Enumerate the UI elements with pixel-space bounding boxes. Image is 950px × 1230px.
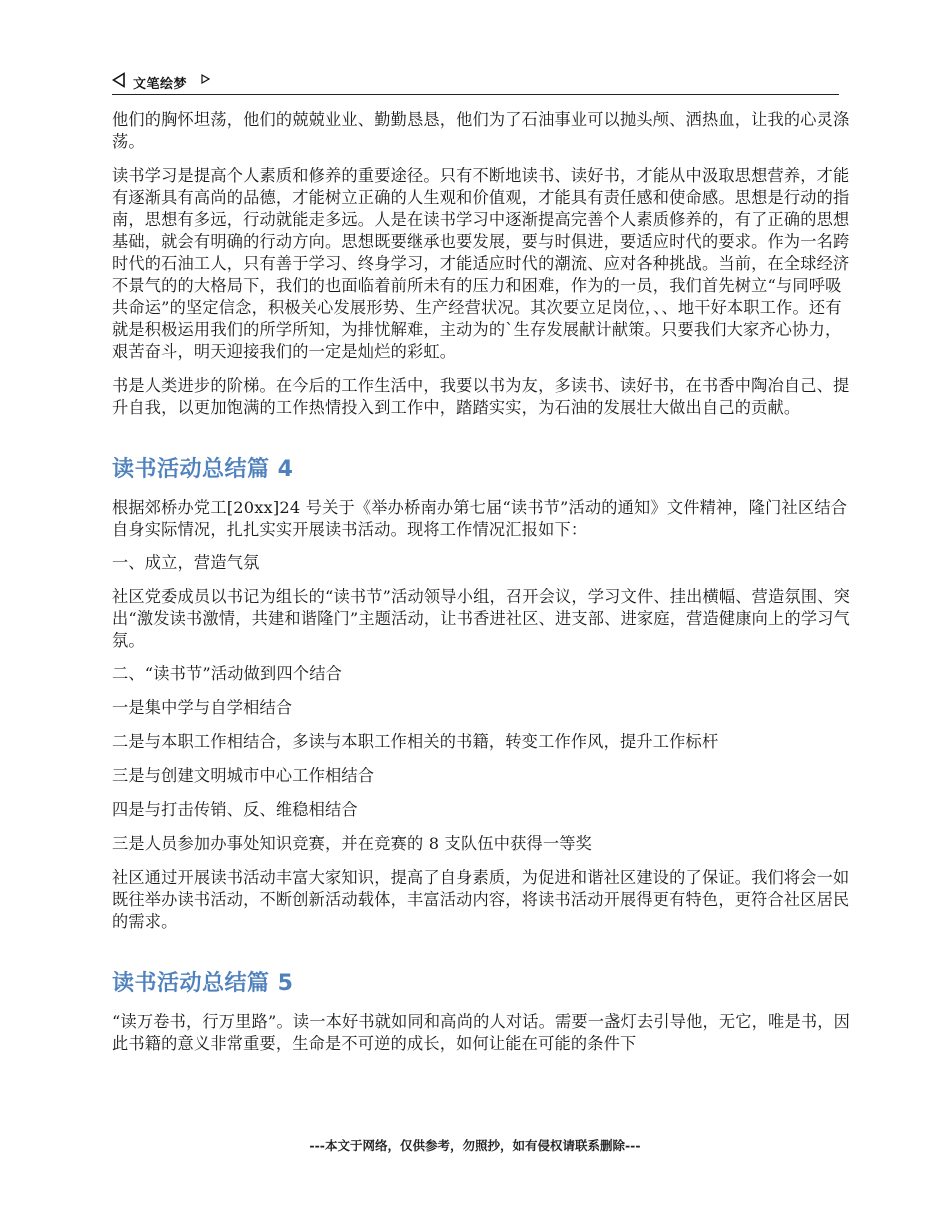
paragraph: 社区通过开展读书活动丰富大家知识，提高了自身素质，为促进和谐社区建设的了保证。我们将会一如既往举办读书活动，不断创新活动载体，丰富活动内容，将读书活动开展得更有特色，更符合社区居民的需求。	[112, 868, 850, 931]
paragraph: 二是与本职工作相结合，多读与本职工作相关的书籍，转变工作作风，提升工作标杆	[112, 732, 719, 751]
paragraph: 社区党委成员以书记为组长的“读书节”活动领导小组，召开会议，学习文件、挂出横幅、营造氛围、突出“激发读书激情，共建和谐隆门”主题活动，让书香进社区、进支部、进家庭，营造健康向上的学习气氛。	[112, 587, 850, 650]
paragraph: 三是与创建文明城市中心工作相结合	[112, 766, 375, 785]
section-heading: 读书活动总结篇 5	[112, 971, 294, 996]
paragraph: 读书学习是提高个人素质和修养的重要途径。只有不断地读书、读好书，才能从中汲取思想营养，才能有逐渐具有高尚的品德，才能树立正确的人生观和价值观，才能具有责任感和使命感。思想是行动的指南，思想有多远，行动就能走多远。人是在读书学习中逐渐提高完善个人素质修养的，有了正确的思想基础，就会有明确的行动方向。思想既要继承也要发展，要与时俱进，要适应时代的要求。作为一名跨时代的石油工人，只有善于学习、终身学习，才能适应时代的潮流、应对各种挑战。当前，在全球经济不景气的的大格局下，我们的也面临着前所未有的压力和困难，作为的一员，我们首先树立“与同呼吸共命运”的坚定信念，积极关心发展形势、生产经营状况。其次要立足岗位，、、地干好本职工作。还有就是积极运用我们的所学所知，为排忧解难，主动为的`生存发展献计献策。只要我们大家齐心协力，艰苦奋斗，明天迎接我们的一定是灿烂的彩虹。	[112, 166, 850, 361]
paragraph: “读万卷书，行万里路”。读一本好书就如同和高尚的人对话。需要一盏灯去引导他，无它，唯是书，因此书籍的意义非常重要，生命是不可逆的成长，如何让能在可能的条件下	[112, 1012, 850, 1053]
triangle-right-outline-icon	[201, 74, 210, 84]
footer-notice: ---本文于网络，仅供参考，勿照抄，如有侵权请联系删除---	[309, 1138, 641, 1153]
paragraph: 一是集中学与自学相结合	[112, 698, 293, 717]
page-header	[112, 70, 839, 95]
paragraph: 三是人员参加办事处知识竞赛，并在竞赛的 8 支队伍中获得一等奖	[112, 834, 593, 853]
paragraph: 根据郊桥办党工[20xx]24 号关于《举办桥南办第七届“读书节”活动的通知》文件精神，隆门社区结合自身实际情况，扎扎实实开展读书活动。现将工作情况汇报如下：	[112, 498, 848, 539]
document-body	[112, 109, 852, 1064]
header-brand: 文笔绘梦	[133, 77, 188, 92]
paragraph: 四是与打击传销、反、维稳相结合	[112, 800, 358, 819]
paragraph: 一、成立，营造气氛	[112, 553, 260, 572]
paragraph: 二、“读书节”活动做到四个结合	[112, 664, 342, 683]
paragraph: 他们的胸怀坦荡，他们的兢兢业业、勤勤恳恳，他们为了石油事业可以抛头颅、洒热血，让我的心灵涤荡。	[112, 110, 850, 151]
section-heading: 读书活动总结篇 4	[112, 457, 294, 482]
triangle-left-outline-icon	[112, 72, 126, 88]
paragraph: 书是人类进步的阶梯。在今后的工作生活中，我要以书为友，多读书、读好书，在书香中陶冶自己、提升自我，以更加饱满的工作热情投入到工作中，踏踏实实，为石油的发展壮大做出自己的贡献。	[112, 376, 850, 417]
